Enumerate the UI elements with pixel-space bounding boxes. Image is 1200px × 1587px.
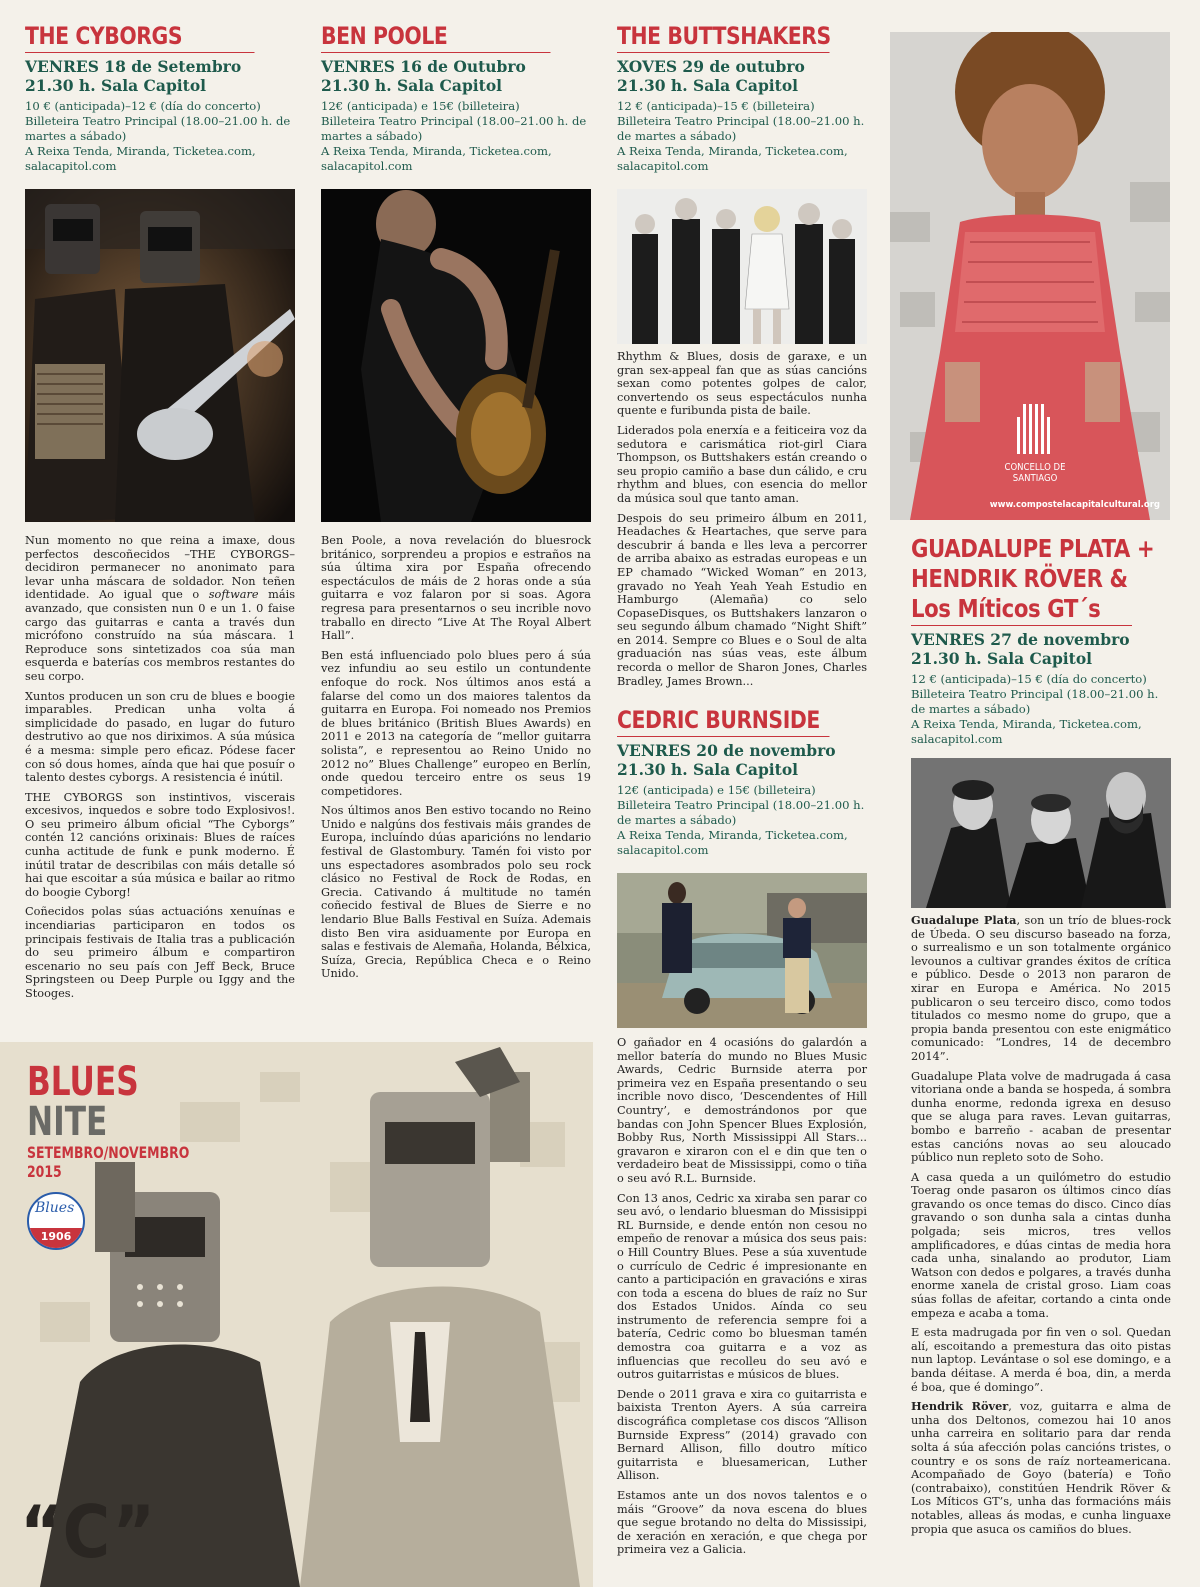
plata-text: [911, 914, 1171, 1542]
plata-box-office: Billeteira Teatro Principal (18.00–21.00 h. de martes a sábado): [911, 687, 1159, 716]
burnside-p1: O gañador en 4 ocasións do galardón a mellor batería do mundo no Blues Music Awards, Cedric Burnside aterra por primeira vez en España presentando o seu incrible novo disco, ‘Descendentes of Hill Country’, e demostrándonos por que bandas con John Spencer Blues Explosión, Bobby Rus, North Mississippi All Stars... gravaron e xiraron con el e din que ten o verdadeiro beat de Mississippi, como o tiña o seu avó R.L. Burnside.: [617, 1036, 867, 1185]
burnside-text: [617, 1036, 867, 1563]
poole-box-office: Billeteira Teatro Principal (18.00–21.00 h. de martes a sábado): [321, 114, 587, 143]
poole-column: [321, 22, 591, 174]
poole-p2: Ben está influenciado polo blues pero á súa vez infundiu ao seu estilo un contundente enfoque do rock. Nos últimos anos está a falarse del como un dos maiores talentos da guitarra en Europa. Foi nomeado nos Premios de blues británico (British Blues Awards) en 2011 e 2013 na categoría de “mellor guitarra solista”, e representou ao Reino Unido no 2012 no” Blues Challenge” europeo en Berlín, onde quedou terceiro entre os seus 19 competidores.: [321, 648, 591, 798]
poole-p1: Ben Poole, a nova revelación do bluesrock británico, sorprendeu a propios e estraños na súa última xira por España ofrecendo espectáculos de máis de 2 horas onde a súa guitarra e voz falaron por si soas. Agora regresa para presentarnos o seu incrible novo traballo en directo “Live At The Royal Albert Hall”.: [321, 534, 591, 643]
buttshakers-column: [617, 22, 867, 174]
poster-line-nite: NITE: [27, 1099, 108, 1145]
cyborgs-venue: 21.30 h. Sala Capitol: [25, 76, 207, 95]
poole-text: [321, 534, 591, 987]
plata-p3: A casa queda a un quilómetro do estudio Toerag onde pasaron os últimos cinco días gravando os once temas do disco. Cinco días gravando o son dunha sala a cintas dunha polgada; seis micros, tres vellos amplificadores, e dúas cintas de media hora cada unha, sinalando ao produtor, Liam Watson con dedos e polgares, a través dunha enorme xanela de cristal groso. Liam coas súas follas de afeitar, cortando a cinta onde empeza e acaba a toma.: [911, 1170, 1171, 1320]
plata-venue: 21.30 h. Sala Capitol: [911, 649, 1093, 668]
poole-date: VENRES 16 de Outubro: [321, 57, 526, 76]
blues-nite-poster: [0, 1042, 593, 1587]
burnside-tickets: [617, 783, 867, 858]
plata-p5-bold: Hendrik Röver: [911, 1399, 1009, 1414]
buttshakers-box-office: Billeteira Teatro Principal (18.00–21.00 h. de martes a sábado): [617, 114, 865, 143]
poster-line-dates: SETEMBRO/NOVEMBRO: [27, 1143, 190, 1162]
blues-1906-logo: [27, 1192, 85, 1250]
burnside-title: CEDRIC BURNSIDE: [617, 706, 830, 737]
burnside-site: salacapitol.com: [617, 843, 709, 857]
buttshakers-photo: [617, 189, 867, 344]
cyborgs-price: 10 € (anticipada)–12 € (día do concerto): [25, 99, 261, 113]
plata-site: salacapitol.com: [911, 732, 1003, 746]
poole-photo: [321, 189, 591, 522]
buttshakers-date: XOVES 29 de outubro: [617, 57, 805, 76]
poole-venue: 21.30 h. Sala Capitol: [321, 76, 503, 95]
cyborgs-column: [25, 22, 295, 174]
plata-p4: E esta madrugada por fin ven o sol. Quedan alí, escoitando a premestura das oito pistas nun laptop. Levántase o sol ese domingo, e a banda déitase. A merda é boa, din, a merda é boa, que é domingo”.: [911, 1326, 1171, 1394]
buttshakers-site: salacapitol.com: [617, 159, 709, 173]
plata-date: VENRES 27 de novembro: [911, 630, 1130, 649]
burnside-venue: 21.30 h. Sala Capitol: [617, 760, 799, 779]
plata-p5: [911, 1400, 1171, 1536]
plata-outlets: A Reixa Tenda, Miranda, Ticketea.com,: [911, 717, 1142, 731]
cyborgs-outlets: A Reixa Tenda, Miranda, Ticketea.com,: [25, 144, 256, 158]
buttshakers-p2: Liderados pola enerxía e a feiticeira voz da sedutora e carismática riot-girl Ciara Thompson, os Buttshakers están creando o seu propio camiño a base dun cálido, e cru rhythm and blues, con esencia do mellor da música soul que tanto aman.: [617, 423, 867, 505]
buttshakers-text: [617, 350, 867, 694]
cyborgs-p1-em: software: [208, 588, 259, 602]
buttshakers-tickets: [617, 99, 867, 174]
sponsor-image: [890, 32, 1170, 520]
plata-photo: [911, 758, 1171, 908]
burnside-box-office: Billeteira Teatro Principal (18.00–21.00 h. de martes a sábado): [617, 798, 865, 827]
buttshakers-p1: Rhythm & Blues, dosis de garaxe, e un gran sex-appeal fan que as súas cancións sexan como potentes golpes de calor, convertendo os seus espectáculos nunha quente e furibunda pista de baile.: [617, 350, 867, 418]
buttshakers-venue: 21.30 h. Sala Capitol: [617, 76, 799, 95]
logo-script: Blues: [35, 1200, 75, 1216]
cyborgs-p1-a: Nun momento no que reina a imaxe, dous perfectos descoñecidos –THE CYBORGS– decidiron permanecer no anonimato para levar unha máscara de soldador. Non teñen identidade. Ao igual que o: [25, 534, 295, 602]
cyborgs-p1: [25, 534, 295, 684]
burnside-p3: Dende o 2011 grava e xira co guitarrista e baixista Trenton Ayers. A súa carreira discográfica completase cos discos “Allison Burnside Express” (2014) gravado con Bernard Allison, fillo doutro mítico guitarrista e bluesamerican, Luther Allison.: [617, 1387, 867, 1483]
poole-p3: Nos últimos anos Ben estivo tocando no Reino Unido e nalgúns dos festivais máis grandes de Europa, incluíndo dúas aparicións no lendario festival de Glastombury. Tamén foi visto por uns espectadores asombrados polo seu rock clásico no Festival de Rock de Rodas, en Grecia. Cativando á multitude no tamén coñecido festival de Blues de Sierre e no lendario Blue Balls Festival en Suíza. Ademais disto Ben vira asiduamente por Europa en salas e festivais de Alemaña, Holanda, Bélxica, Suíza, Grecia, República Checa e o Reino Unido.: [321, 804, 591, 981]
burnside-date: VENRES 20 de novembro: [617, 741, 836, 760]
poole-tickets: [321, 99, 591, 174]
cyborgs-box-office: Billeteira Teatro Principal (18.00–21.00 h. de martes a sábado): [25, 114, 291, 143]
poole-outlets: A Reixa Tenda, Miranda, Ticketea.com,: [321, 144, 552, 158]
cyborgs-tickets: [25, 99, 295, 174]
plata-title-1: GUADALUPE PLATA +: [911, 534, 1155, 563]
plata-column: [911, 535, 1171, 747]
buttshakers-p3: Despois do seu primeiro álbum en 2011, Headaches & Heartaches, que serve para descubrir á banda e lles leva a percorrer de arriba abaixo as estradas europeas e un EP chamado “Wicked Woman” en 2013, gravado no Yeah Yeah Yeah Estudio en Hamburgo (Alemaña) co selo CopaseDisques, os Buttshakers lanzaron o seu segundo álbum chamado “Night Shift” en 2014. Sempre co Blues e o Soul de alta graduación nas súas veas, este álbum recorda o mellor de Sharon Jones, Charles Bradley, James Brown...: [617, 511, 867, 688]
burnside-price: 12€ (anticipada) e 15€ (billeteira): [617, 783, 816, 797]
plata-title-3: Los Míticos GT´s: [911, 595, 1132, 626]
logo-year: 1906: [40, 1230, 72, 1243]
cyborgs-date: VENRES 18 de Setembro: [25, 57, 242, 76]
poole-price: 12€ (anticipada) e 15€ (billeteira): [321, 99, 520, 113]
cyborgs-p1-b: máis avanzado, que consisten nun 0 e un 1. 0 faise cargo das guitarras e canta a través dun micrófono construído na súa máscara. 1 Reproduce sons sintetizados coa súa man esquerda e baterías cos membros restantes do seu corpo.: [25, 588, 295, 683]
plata-p1: [911, 914, 1171, 1064]
plata-p1-body: , son un trío de blues-rock de Úbeda. O seu discurso baseado na forza, o surrealismo e un son totalmente orgánico levounos a cultivar grandes éxitos de crítica e público. Desde o 2013 non pararon de xirar en Europa e América. No 2015 publicaron o seu terceiro disco, como todos titulados co mesmo nome do grupo, que a propia banda presentou con este enigmático comunicado: “Londres, 14 de decembro 2014”.: [911, 914, 1171, 1063]
buttshakers-outlets: A Reixa Tenda, Miranda, Ticketea.com,: [617, 144, 848, 158]
burnside-outlets: A Reixa Tenda, Miranda, Ticketea.com,: [617, 828, 848, 842]
cyborgs-title: THE CYBORGS: [25, 22, 255, 53]
cyborgs-p3: THE CYBORGS son instintivos, viscerais excesivos, inquedos e sobre todo Explosivos!. O seu primeiro álbum oficial “The Cyborgs” contén 12 cancións orixinais: Blues de raíces cunha actitude de funk e punk moderno. É inútil tratar de describilas con máis detalle só hai que escoitar a súa música e bailar ao ritmo do boogie Cyborg!: [25, 790, 295, 899]
poole-title: BEN POOLE: [321, 22, 551, 53]
burnside-p2: Con 13 anos, Cedric xa xiraba sen parar co seu avó, o lendario bluesman do Missisippi RL Burnside, e dende entón non cesou no empeño de renovar a música dos seus pais: o Hill Country Blues. Pese a súa xuventude o currículo de Cedric é impresionante en canto a participación en gravacións e xiras con toda a escena do blues de raíz no Sur dos Estados Unidos. Aínda co seu instrumento de referencia sempre foi a batería, Cedric como bo bluesman tamén demostra coa guitarra e a voz as influencias que recolleu do seu avó e outros guitarristas e músicos de blues.: [617, 1191, 867, 1382]
poster-line-blues: BLUES: [27, 1059, 139, 1105]
plata-title-2: HENDRIK RÖVER &: [911, 564, 1128, 593]
buttshakers-price: 12 € (anticipada)–15 € (billeteira): [617, 99, 815, 113]
cyborgs-photo: [25, 189, 295, 522]
plata-price: 12 € (anticipada)–15 € (día do concerto): [911, 672, 1147, 686]
cyborgs-site: salacapitol.com: [25, 159, 117, 173]
poster-quote: “C”: [20, 1490, 156, 1574]
sponsor-url[interactable]: www.compostelacapitalcultural.org: [989, 500, 1160, 510]
plata-p1-bold: Guadalupe Plata: [911, 913, 1017, 927]
cyborgs-text: [25, 534, 295, 1007]
burnside-column: [617, 706, 867, 858]
sponsor-name: CONCELLO DE SANTIAGO: [1004, 462, 1066, 484]
buttshakers-title: THE BUTTSHAKERS: [617, 22, 830, 53]
plata-p5-body: , voz, guitarra e alma de unha dos Deltonos, comezou hai 10 anos unha carreira en solitario para dar renda solta á súa afección polas cancións tristes, o country e os sons de raíz norteamericana. Acompañado de Goyo (batería) e Toño (contrabaixo), constitúen Hendrik Röver & Los Míticos GT’s, unha das formacións máis notables, alleas ás modas, e cunha linguaxe propia que asuca os camiños do blues.: [911, 1400, 1171, 1536]
poole-site: salacapitol.com: [321, 159, 413, 173]
cyborgs-p4: Coñecidos polas súas actuacións xenuínas e incendiarias participaron en todos os principais festivais de Italia tras a publicación do seu primeiro álbum e compartiron escenario no seu país con Jeff Beck, Bruce Springsteen ou Deep Purple ou Iggy and the Stooges.: [25, 905, 295, 1000]
cyborgs-p2: Xuntos producen un son cru de blues e boogie imparables. Predican unha volta á simplicidade do pasado, en lugar do futuro destrutivo ao que nos diriximos. A súa música é a mesma: simple pero eficaz. Pódese facer con só dous homes, aínda que hai que posuír o talento destes cyborgs. A resistencia é inútil.: [25, 689, 295, 785]
burnside-photo: [617, 873, 867, 1028]
plata-tickets: [911, 672, 1171, 747]
burnside-p4: Estamos ante un dos novos talentos e o máis “Groove” da nova escena do blues que segue brotando no delta do Mississipi, de xeración en xeración, e que chega por primeira vez a Galicia.: [617, 1489, 867, 1557]
poster-line-year: 2015: [27, 1162, 62, 1181]
plata-p2: Guadalupe Plata volve de madrugada á casa vitoriana onde a banda se hospeda, á sombra dunha enorme, redonda igrexa en desuso que se aluga para raves. Levan guitarras, bombo e barreño - acaban de presentar estas cancións novas ao seu aloucado público nun repleto soto de Soho.: [911, 1069, 1171, 1165]
